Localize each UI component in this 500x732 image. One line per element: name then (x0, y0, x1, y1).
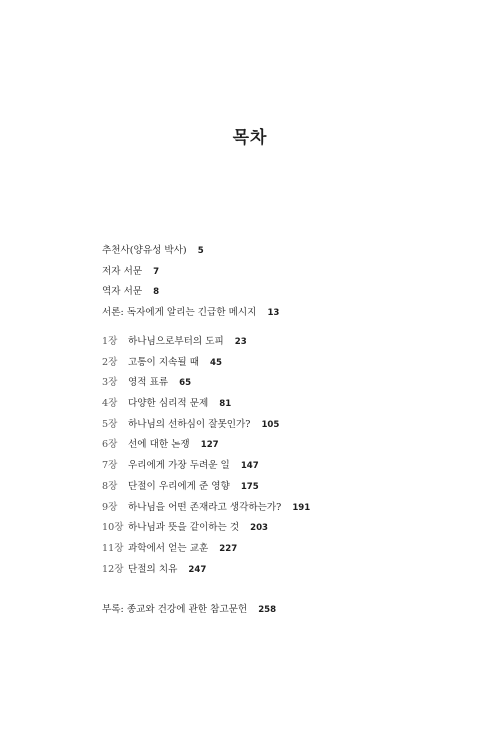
toc-entry (102, 262, 422, 283)
chapter-number: 5장 (102, 418, 118, 430)
chapter-entry (102, 456, 422, 477)
chapter-number: 8장 (102, 480, 118, 492)
chapter-page: 175 (240, 481, 259, 492)
chapter-number: 2장 (102, 356, 118, 368)
chapter-page: 127 (200, 440, 219, 451)
chapter-page: 105 (261, 419, 280, 430)
entry-page: 7 (153, 266, 160, 277)
chapter-number: 7장 (102, 460, 118, 472)
chapter-entry (102, 560, 422, 581)
chapter-title: 선에 대한 논쟁 (128, 439, 190, 451)
chapter-entry (102, 435, 422, 456)
chapter-number: 9장 (102, 501, 118, 513)
chapter-number: 12장 (102, 563, 124, 575)
chapter-title: 하나님과 뜻을 같이하는 것 (128, 522, 240, 534)
chapter-entry (102, 539, 422, 560)
entry-page: 5 (197, 246, 204, 256)
chapter-number: 1장 (102, 336, 118, 347)
toc-entry (102, 600, 422, 621)
chapter-page: 247 (188, 564, 207, 575)
entry-page: 8 (153, 287, 160, 298)
chapter-title: 단절이 우리에게 준 영향 (128, 480, 230, 492)
chapter-title: 고통이 지속될 때 (128, 356, 199, 368)
appendix-page: 258 (258, 605, 277, 615)
appendix-list (102, 600, 422, 621)
chapter-entry (102, 394, 422, 415)
chapter-title: 하나님의 선하심이 잘못인가? (128, 418, 251, 430)
chapter-title: 단절의 치유 (128, 563, 178, 575)
page-title: 목차 (232, 128, 268, 148)
chapter-entry (102, 332, 422, 353)
chapter-number: 11장 (102, 542, 124, 554)
chapter-title: 하나님으로부터의 도피 (128, 336, 224, 347)
chapter-title: 우리에게 가장 두려운 일 (128, 460, 230, 472)
chapter-page: 203 (250, 523, 269, 534)
chapter-entry (102, 373, 422, 394)
chapter-page: 23 (234, 337, 247, 347)
entry-title: 서론: 독자에게 알리는 긴급한 메시지 (102, 307, 257, 319)
chapter-entry (102, 353, 422, 374)
entry-title: 역자 서문 (102, 286, 143, 298)
chapter-title: 다양한 심리적 문제 (128, 398, 209, 410)
chapter-page: 227 (219, 543, 238, 554)
chapter-page: 45 (209, 357, 222, 368)
chapter-entry (102, 498, 422, 519)
appendix-title: 부록: 종교와 건강에 관한 참고문헌 (102, 604, 248, 615)
entry-title: 저자 서문 (102, 265, 143, 277)
chapter-title: 영적 표류 (128, 377, 169, 389)
chapter-title: 과학에서 얻는 교훈 (128, 542, 209, 554)
chapter-number: 10장 (102, 522, 124, 534)
chapter-list (102, 332, 422, 580)
chapter-number: 4장 (102, 398, 118, 410)
entry-title: 추천사(양유성 박사) (102, 245, 187, 256)
chapter-page: 81 (219, 399, 232, 410)
chapter-entry (102, 415, 422, 436)
chapter-page: 65 (179, 378, 192, 389)
chapter-number: 6장 (102, 439, 118, 451)
toc-entry (102, 303, 422, 324)
entry-page: 13 (267, 308, 280, 319)
chapter-page: 147 (240, 461, 259, 472)
chapter-number: 3장 (102, 377, 118, 389)
toc-entry (102, 282, 422, 303)
front-matter-list (102, 241, 422, 324)
toc-entry (102, 241, 422, 262)
chapter-entry (102, 477, 422, 498)
chapter-page: 191 (292, 502, 311, 513)
chapter-title: 하나님을 어떤 존재라고 생각하는가? (128, 501, 282, 513)
chapter-entry (102, 518, 422, 539)
